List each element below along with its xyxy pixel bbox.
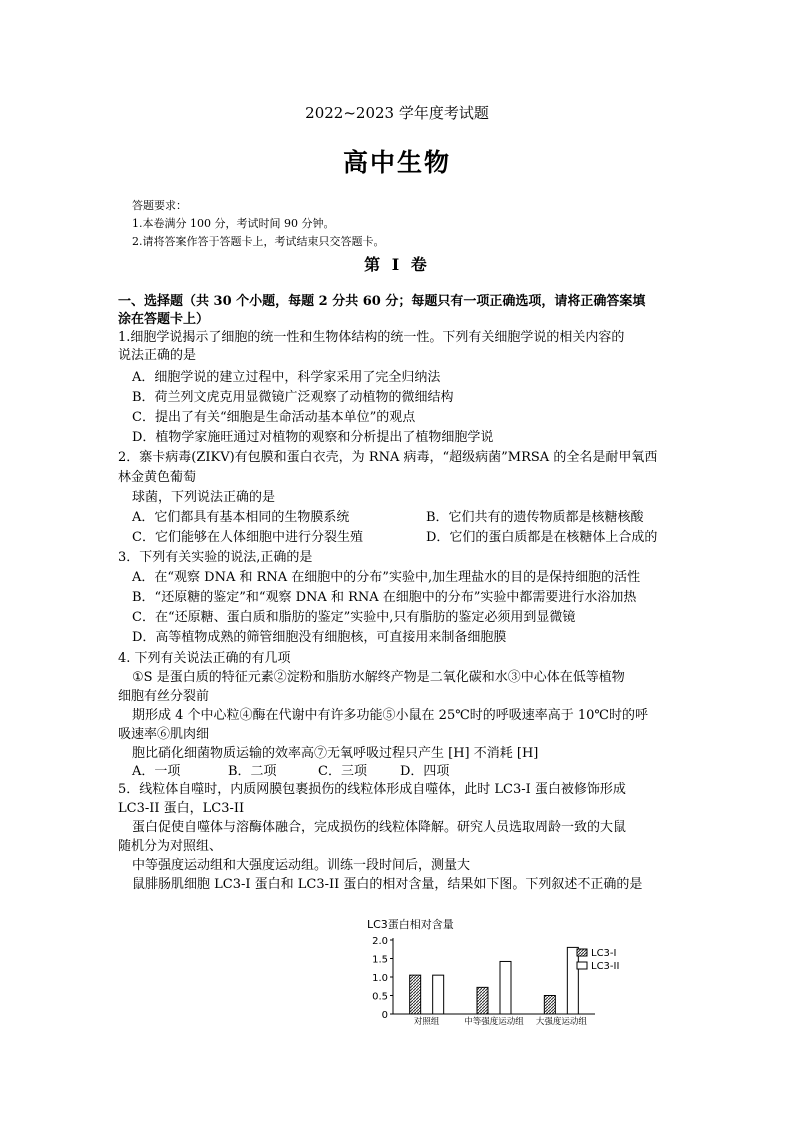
question-1-stem: 说法正确的是 xyxy=(118,348,197,363)
question-4-option: A．一项 xyxy=(132,764,181,779)
legend-swatch-lc3-i xyxy=(577,949,587,956)
subject-title: 高中生物 xyxy=(342,148,451,177)
question-2-option: A．它们都具有基本相同的生物膜系统 xyxy=(132,510,350,525)
lc3-protein-chart xyxy=(365,916,620,1034)
question-1-option: C．提出了有关“细胞是生命活动基本单位”的观点 xyxy=(132,410,416,425)
question-4-option: D．四项 xyxy=(400,764,450,779)
legend-label: LC3-I xyxy=(591,948,617,959)
question-3-option: D．高等植物成熟的筛管细胞没有细胞核，可直接用来制备细胞膜 xyxy=(132,630,507,645)
y-tick-label: 1.5 xyxy=(372,954,388,966)
y-tick-label: 0 xyxy=(381,1010,388,1021)
chart-title: LC3蛋白相对含量 xyxy=(367,918,454,931)
question-3-option: C．在“还原糖、蛋白质和脂肪的鉴定”实验中,只有脂肪的鉴定必须用到显微镜 xyxy=(132,610,576,625)
instruction-item: 2.请将答案作答于答题卡上，考试结束只交答题卡。 xyxy=(132,235,385,248)
bar-lc3-i xyxy=(410,975,421,1014)
y-tick-label: 0.5 xyxy=(372,991,388,1003)
instruction-item: 1.本卷满分 100 分，考试时间 90 分钟。 xyxy=(132,217,335,230)
question-2-option: C．它们能够在人体细胞中进行分裂生殖 xyxy=(132,530,363,545)
question-4-option: B．二项 xyxy=(228,764,277,779)
bar-lc3-i xyxy=(477,987,488,1014)
question-1-option: A．细胞学说的建立过程中，科学家采用了完全归纳法 xyxy=(132,370,441,385)
question-3-option: B．“还原糖的鉴定”和“观察 DNA 和 RNA 在细胞中的分布”实验中都需要进行水浴加热 xyxy=(132,590,637,605)
question-5-stem: LC3-II 蛋白，LC3-II xyxy=(118,801,245,816)
question-5-stem: 鼠腓肠肌细胞 LC3-I 蛋白和 LC3-II 蛋白的相对含量，结果如下图。下列叙述不正确的是 xyxy=(132,877,643,892)
question-5-stem: 5．线粒体自噬时，内质网膜包裹损伤的线粒体形成自噬体，此时 LC3-I 蛋白被修饰形成 xyxy=(118,782,626,797)
question-1-stem: 1.细胞学说揭示了细胞的统一性和生物体结构的统一性。下列有关细胞学说的相关内容的 xyxy=(118,330,625,345)
question-5-stem: 随机分为对照组、 xyxy=(118,839,223,854)
question-1-option: D．植物学家施旺通过对植物的观察和分析提出了植物细胞学说 xyxy=(132,430,494,445)
legend-label: LC3-II xyxy=(591,961,620,972)
instructions-heading: 答题要求： xyxy=(132,199,187,212)
y-tick-label: 1.0 xyxy=(372,973,388,984)
legend-swatch-lc3-ii xyxy=(577,962,587,969)
question-1-option: B．荷兰列文虎克用显微镜广泛观察了动植物的微细结构 xyxy=(132,390,454,405)
bar-lc3-i xyxy=(544,996,555,1015)
question-4-statements: 期形成 4 个中心粒④酶在代谢中有许多功能⑤小鼠在 25℃时的呼吸速率高于 10℃时的呼 xyxy=(132,708,648,723)
question-2-option: D．它们的蛋白质都是在核糖体上合成的 xyxy=(426,530,658,545)
question-2-stem: 2．寨卡病毒(ZIKV)有包膜和蛋白衣壳，为 RNA 病毒，“超级病菌”MRSA 的全名是耐甲氧西 xyxy=(118,450,658,465)
question-4-option: C．三项 xyxy=(318,764,367,779)
question-4-stem: 4. 下列有关说法正确的有几项 xyxy=(118,651,291,666)
question-4-statements: ①S 是蛋白质的特征元素②淀粉和脂肪水解终产物是二氧化碳和水③中心体在低等植物 xyxy=(132,670,625,685)
bar-lc3-ii xyxy=(433,975,444,1014)
y-tick-label: 2.0 xyxy=(372,936,388,947)
question-2-stem: 球菌，下列说法正确的是 xyxy=(132,490,276,505)
section-title: 第 Ⅰ 卷 xyxy=(364,255,430,274)
question-3-option: A．在“观察 DNA 和 RNA 在细胞中的分布”实验中,加生理盐水的目的是保持细胞的活性 xyxy=(132,570,641,585)
x-category-label: 中等强度运动组 xyxy=(464,1017,524,1027)
bar-lc3-ii xyxy=(500,961,511,1014)
question-4-statements: 胞比硝化细菌物质运输的效率高⑦无氧呼吸过程只产生 [H] 不消耗 [H] xyxy=(132,746,539,761)
question-2-stem: 林金黄色葡萄 xyxy=(118,470,197,485)
question-5-stem: 蛋白促使自噬体与溶酶体融合，完成损伤的线粒体降解。研究人员选取周龄一致的大鼠 xyxy=(132,820,627,835)
chart-plot-area xyxy=(372,936,619,1027)
question-4-statements: 细胞有丝分裂前 xyxy=(118,689,210,704)
question-5-stem: 中等强度运动组和大强度运动组。训练一段时间后，测量大 xyxy=(132,858,471,873)
x-category-label: 对照组 xyxy=(413,1017,440,1027)
exam-year-heading: 2022~2023 学年度考试题 xyxy=(305,104,489,122)
question-3-stem: 3．下列有关实验的说法,正确的是 xyxy=(118,550,313,565)
part-intro: 涂在答题卡上） xyxy=(118,312,210,327)
x-category-label: 大强度运动组 xyxy=(535,1017,587,1027)
bar-lc3-ii xyxy=(567,947,578,1014)
question-4-statements: 吸速率⑥肌肉细 xyxy=(118,727,210,742)
part-intro: 一、选择题（共 30 个小题，每题 2 分共 60 分；每题只有一项正确选项，请将正确答案填 xyxy=(118,294,646,309)
question-2-option: B．它们共有的遗传物质都是核糖核酸 xyxy=(426,510,644,525)
